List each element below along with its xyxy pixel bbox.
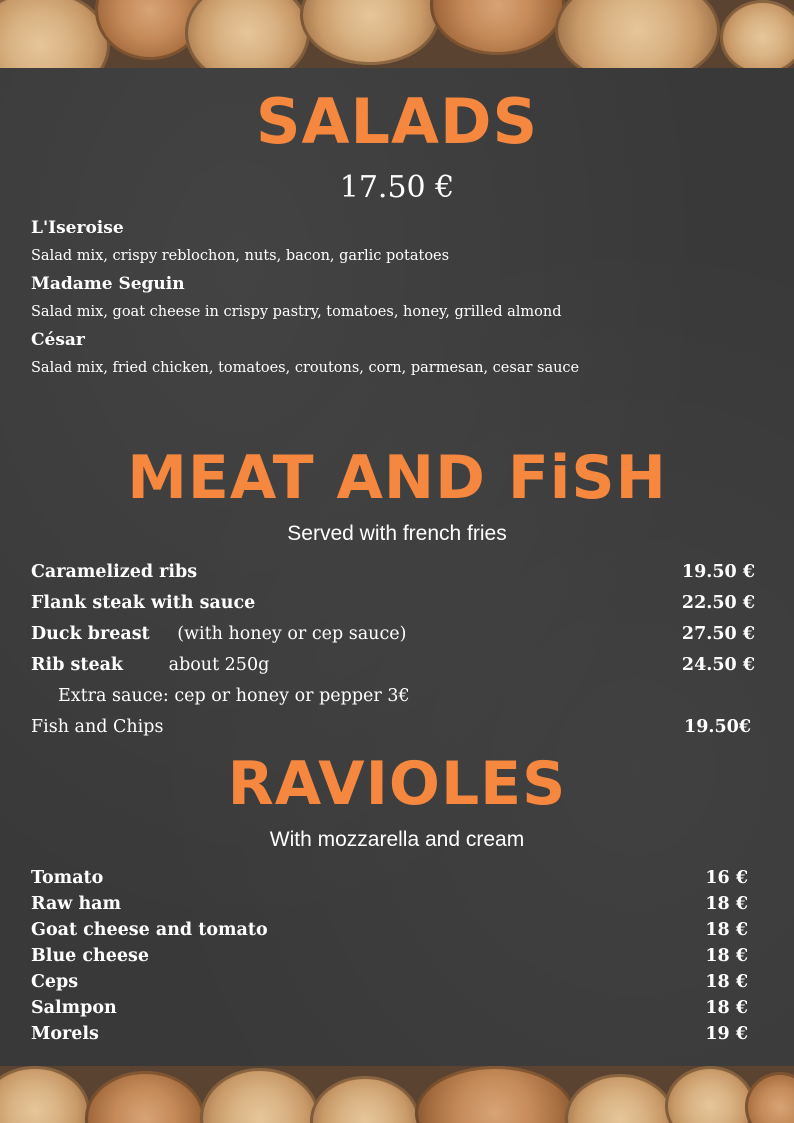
log-image bbox=[555, 0, 720, 68]
dish-name: Ceps bbox=[31, 972, 79, 992]
dish-name: Blue cheese bbox=[31, 946, 150, 966]
salads-title: SALADS bbox=[255, 85, 539, 158]
extra-sauce-note: Extra sauce: cep or honey or pepper 3€ bbox=[58, 686, 410, 706]
dish-note: about 250g bbox=[168, 655, 270, 675]
wood-logs-footer bbox=[0, 1066, 794, 1123]
log-image bbox=[85, 1071, 205, 1123]
menu-item-row bbox=[31, 655, 755, 675]
log-image bbox=[665, 1066, 755, 1123]
dish-name: Fish and Chips bbox=[31, 717, 164, 737]
log-image bbox=[415, 1066, 575, 1123]
dish-price: 22.50 € bbox=[681, 593, 755, 613]
log-image bbox=[720, 0, 794, 68]
dish-price: 18 € bbox=[705, 894, 748, 914]
dish-name: Tomato bbox=[31, 868, 104, 888]
ravioles-title: RAVIOLES bbox=[227, 749, 567, 819]
meat-fish-subtitle: Served with french fries bbox=[287, 522, 507, 545]
salad-name: César bbox=[31, 330, 85, 350]
log-image bbox=[0, 0, 110, 68]
menu-item-row bbox=[31, 624, 755, 644]
menu-item-row bbox=[31, 717, 751, 737]
dish-name: Duck breast bbox=[31, 624, 150, 644]
dish-price: 16 € bbox=[705, 868, 748, 888]
ravioles-subtitle: With mozzarella and cream bbox=[269, 828, 525, 851]
menu-item-row bbox=[31, 920, 748, 940]
log-image bbox=[430, 0, 565, 55]
log-image bbox=[565, 1074, 675, 1123]
log-image bbox=[185, 0, 310, 68]
salad-description: Salad mix, goat cheese in crispy pastry, tomatoes, honey, grilled almond bbox=[31, 304, 562, 320]
dish-price: 18 € bbox=[705, 972, 748, 992]
log-image bbox=[200, 1068, 320, 1123]
log-image bbox=[0, 1066, 90, 1123]
dish-price: 27.50 € bbox=[681, 624, 755, 644]
menu-item-row bbox=[31, 998, 748, 1018]
menu-item-row bbox=[31, 1024, 748, 1044]
meat-fish-title: MEAT AND FiSH bbox=[127, 443, 667, 513]
dish-price: 18 € bbox=[705, 998, 748, 1018]
dish-price: 19.50 € bbox=[681, 562, 755, 582]
dish-price: 19 € bbox=[705, 1024, 748, 1044]
dish-name: Caramelized ribs bbox=[31, 562, 198, 582]
dish-price: 18 € bbox=[705, 920, 748, 940]
dish-price: 18 € bbox=[705, 946, 748, 966]
dish-name: Salmpon bbox=[31, 998, 117, 1018]
log-image bbox=[745, 1072, 794, 1123]
wood-logs-header bbox=[0, 0, 794, 68]
log-image bbox=[300, 0, 440, 65]
menu-item-row bbox=[31, 562, 755, 582]
salad-description: Salad mix, fried chicken, tomatoes, croutons, corn, parmesan, cesar sauce bbox=[31, 360, 580, 376]
dish-price: 24.50 € bbox=[681, 655, 755, 675]
salad-description: Salad mix, crispy reblochon, nuts, bacon, garlic potatoes bbox=[31, 248, 450, 264]
dish-note: (with honey or cep sauce) bbox=[177, 624, 407, 644]
menu-item-row bbox=[31, 972, 748, 992]
dish-name: Rib steak bbox=[31, 655, 124, 675]
menu-item-row bbox=[31, 894, 748, 914]
salads-price: 17.50 € bbox=[339, 170, 455, 205]
dish-name: Raw ham bbox=[31, 894, 122, 914]
salad-name: Madame Seguin bbox=[31, 274, 185, 294]
dish-name: Flank steak with sauce bbox=[31, 593, 256, 613]
dish-price: 19.50€ bbox=[684, 717, 751, 737]
menu-item-row bbox=[31, 946, 748, 966]
log-image bbox=[310, 1076, 420, 1123]
chalkboard-menu bbox=[0, 68, 794, 1066]
salad-name: L'Iseroise bbox=[31, 218, 124, 238]
dish-name: Morels bbox=[31, 1024, 99, 1044]
menu-item-row bbox=[31, 593, 755, 613]
menu-item-row bbox=[31, 868, 748, 888]
dish-name: Goat cheese and tomato bbox=[31, 920, 268, 940]
